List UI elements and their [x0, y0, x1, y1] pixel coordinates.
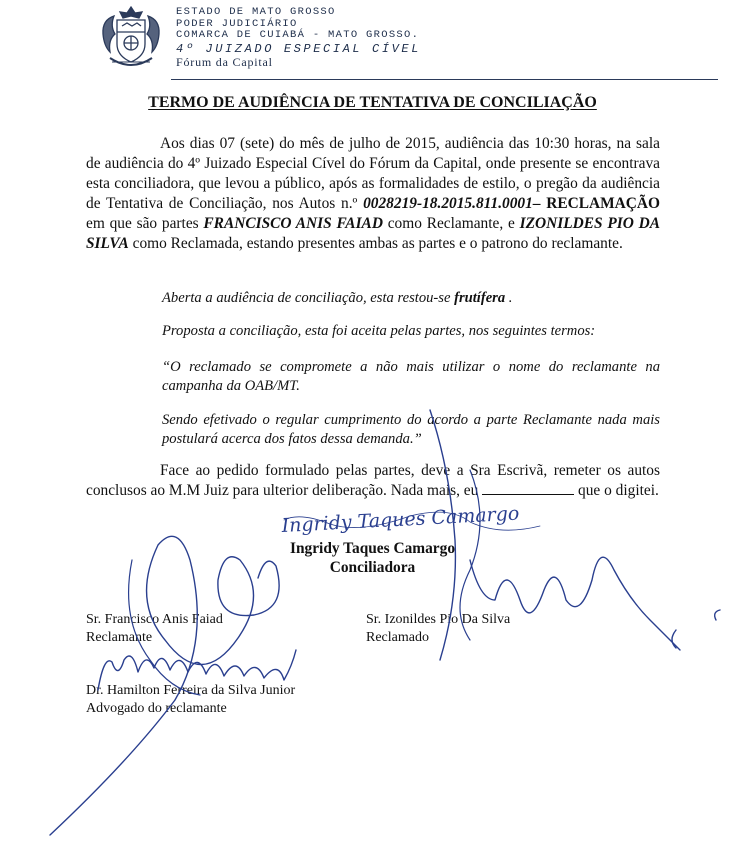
agreement-term-1: “O reclamado se compromete a não mais utilizar o nome do reclamante na campanha da OAB/MT. — [162, 359, 660, 394]
conciliator-signature-stroke — [284, 512, 540, 530]
header-power: PODER JUDICIÁRIO — [176, 17, 298, 30]
conciliator-role: Conciliadora — [329, 559, 416, 576]
respondent-name: Sr. Izonildes Pio Da Silva — [366, 612, 511, 627]
conciliator-signature: Ingridy Taques Camargo — [281, 502, 520, 537]
header-divider — [171, 79, 718, 80]
lawyer-role: Advogado do reclamante — [86, 701, 227, 716]
claimant-party: FRANCISCO ANIS FAIAD — [203, 215, 383, 232]
proposal-line: Proposta a conciliação, esta foi aceita pelas partes, nos seguintes termos: — [162, 323, 596, 339]
respondent-role: Reclamado — [366, 630, 429, 645]
blank-line — [482, 482, 574, 495]
header-comarca: COMARCA DE CUIABÁ - MATO GROSSO. — [176, 29, 420, 41]
header-state: ESTADO DE MATO GROSSO — [176, 6, 336, 18]
conciliator-name: Ingridy Taques Camargo — [289, 540, 456, 557]
document-title: TERMO DE AUDIÊNCIA DE TENTATIVA DE CONCILIAÇÃO — [148, 94, 597, 111]
agreement-term-2: Sendo efetivado o regular cumprimento do acordo a parte Reclamante nada mais postulará acerca dos fatos dessa demanda.” — [162, 412, 660, 447]
result-value: frutífera — [454, 290, 506, 306]
opened-line: Aberta a audiência de conciliação, esta restou-se frutífera . — [162, 290, 513, 306]
letterhead-text — [176, 7, 421, 69]
coat-of-arms-icon — [98, 4, 164, 74]
lawyer-signatory — [86, 682, 295, 718]
lawyer-name: Dr. Hamilton Ferreira da Silva Junior — [86, 683, 296, 698]
claimant-name: Sr. Francisco Anis Faiad — [86, 612, 223, 627]
hearing-paragraph: Aos dias 07 (sete) do mês de julho de 2015, audiência das 10:30 horas, na sala de audiência do 4º Juizado Especial Cível do Fórum da Capital, onde presente se encontrava esta conciliadora, que levou a público, após as formalidades de estilo, o pregão da audiência de Tentativa de Conciliação, nos Autos n.º 0028219-18.2015.811.0001– RECLAMAÇÃO em que são partes FRANCISCO ANIS FAIAD como Reclamante, e IZONILDES PIO DA SILVA como Reclamada, estando presentes ambas as partes e o patrono do reclamante. — [86, 135, 660, 252]
case-number: 0028219-18.2015.811.0001– — [363, 195, 541, 212]
header-juizado: 4º JUIZADO ESPECIAL CÍVEL — [176, 41, 422, 56]
closing-paragraph: Face ao pedido formulado pelas partes, deve a Sra Escrivã, remeter os autos conclusos ao M.M Juiz para ulterior deliberação. Nada mais, eu que o digitei. — [86, 462, 660, 499]
claimant-signatory — [86, 611, 223, 647]
respondent-party: IZONILDES PIO DA SILVA — [86, 215, 660, 252]
respondent-signatory — [366, 611, 510, 647]
ink-mark — [715, 610, 720, 620]
header-forum: Fórum da Capital — [176, 54, 273, 69]
case-type: RECLAMAÇÃO — [546, 195, 660, 212]
ink-mark — [672, 630, 676, 648]
letterhead — [0, 0, 745, 85]
claimant-role: Reclamante — [86, 630, 153, 645]
